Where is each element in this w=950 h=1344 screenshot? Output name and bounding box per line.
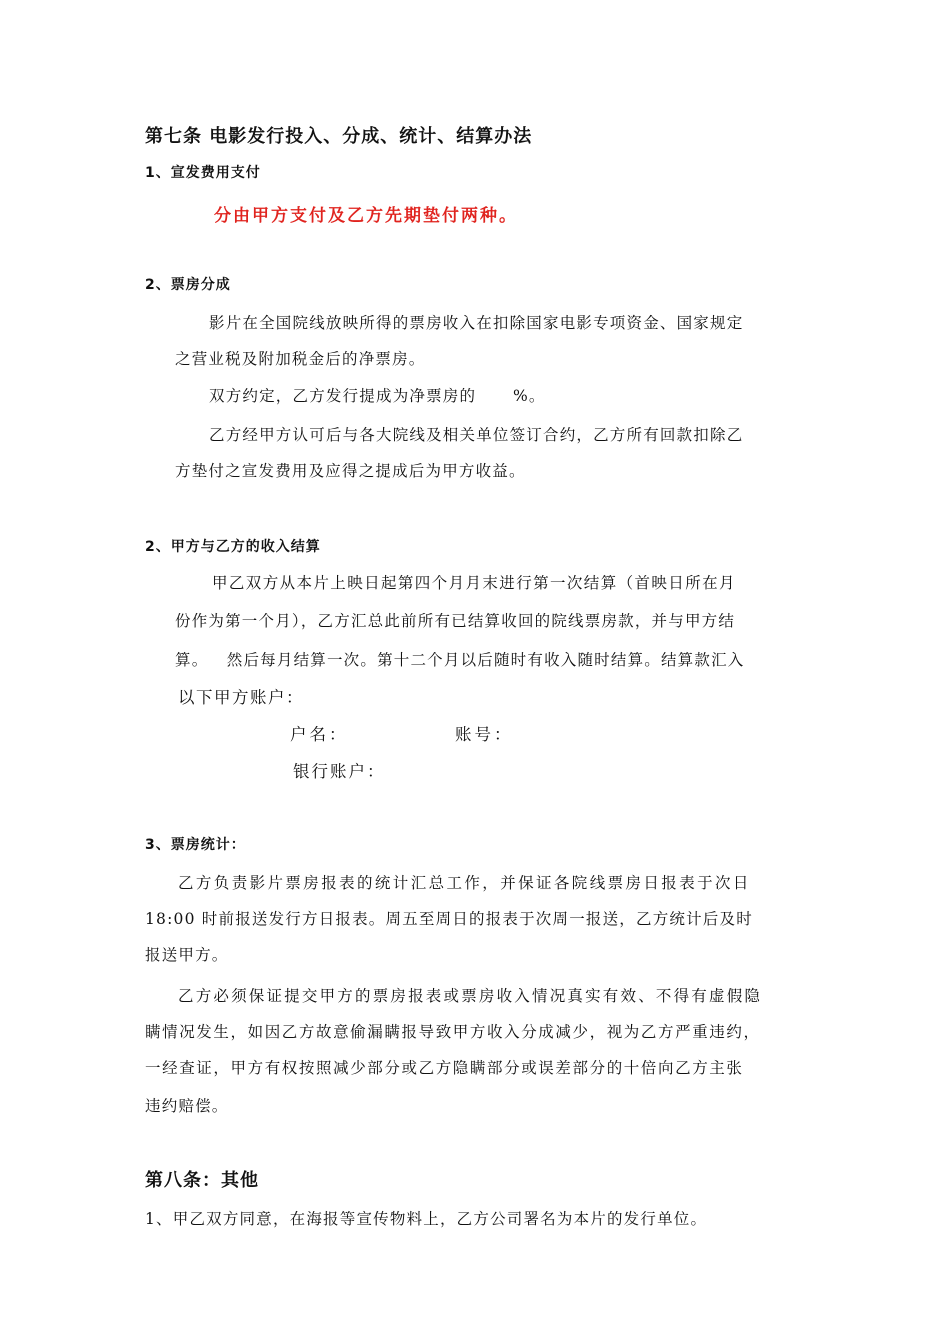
section-4-line: 乙方负责影片票房报表的统计汇总工作，并保证各院线票房日报表于次日	[178, 874, 751, 892]
article-8-line: 1、甲乙双方同意，在海报等宣传物料上，乙方公司署名为本片的发行单位。	[145, 1210, 708, 1228]
section-2-line: 方垫付之宣发费用及应得之提成后为甲方收益。	[175, 462, 526, 480]
section-4-line: 一经查证，甲方有权按照减少部分或乙方隐瞒部分或误差部分的十倍向乙方主张	[145, 1059, 744, 1077]
article-7-title: 第七条 电影发行投入、分成、统计、结算办法	[145, 126, 533, 147]
section-3-line: 甲乙双方从本片上映日起第四个月月末进行第一次结算（首映日所在月	[212, 574, 736, 592]
section-2-line: 影片在全国院线放映所得的票房收入在扣除国家电影专项资金、国家规定	[209, 314, 744, 332]
section-2-line: 双方约定，乙方发行提成为净票房的 %。	[209, 387, 546, 405]
section-2-line: 之营业税及附加税金后的净票房。	[175, 350, 426, 368]
section-3-line: 以下甲方账户：	[178, 688, 304, 707]
section-3-line: 算。 然后每月结算一次。第十二个月以后随时有收入随时结算。结算款汇入	[175, 651, 745, 669]
account-number-label: 账号：	[455, 725, 514, 744]
bank-account-label: 银行账户：	[293, 762, 386, 781]
section-1-highlight: 分由甲方支付及乙方先期垫付两种。	[214, 206, 518, 226]
section-4-line: 报送甲方。	[145, 946, 229, 964]
section-4-line: 18:00 时前报送发行方日报表。周五至周日的报表于次周一报送，乙方统计后及时	[145, 910, 753, 928]
account-name-label: 户名：	[290, 725, 349, 744]
article-8-title: 第八条：其他	[145, 1170, 259, 1191]
section-2-heading: 2、票房分成	[145, 277, 231, 293]
section-1-heading: 1、宣发费用支付	[145, 165, 261, 181]
section-2-line: 乙方经甲方认可后与各大院线及相关单位签订合约，乙方所有回款扣除乙	[209, 426, 744, 444]
section-4-heading: 3、票房统计：	[145, 837, 246, 853]
section-4-line: 瞒情况发生，如因乙方故意偷漏瞒报导致甲方收入分成减少，视为乙方严重违约，	[145, 1023, 761, 1041]
section-4-line: 乙方必须保证提交甲方的票房报表或票房收入情况真实有效、不得有虚假隐	[178, 987, 763, 1005]
section-4-line: 违约赔偿。	[145, 1097, 229, 1115]
section-3-line: 份作为第一个月），乙方汇总此前所有已结算收回的院线票房款，并与甲方结	[175, 612, 736, 630]
section-3-heading: 2、甲方与乙方的收入结算	[145, 539, 321, 555]
